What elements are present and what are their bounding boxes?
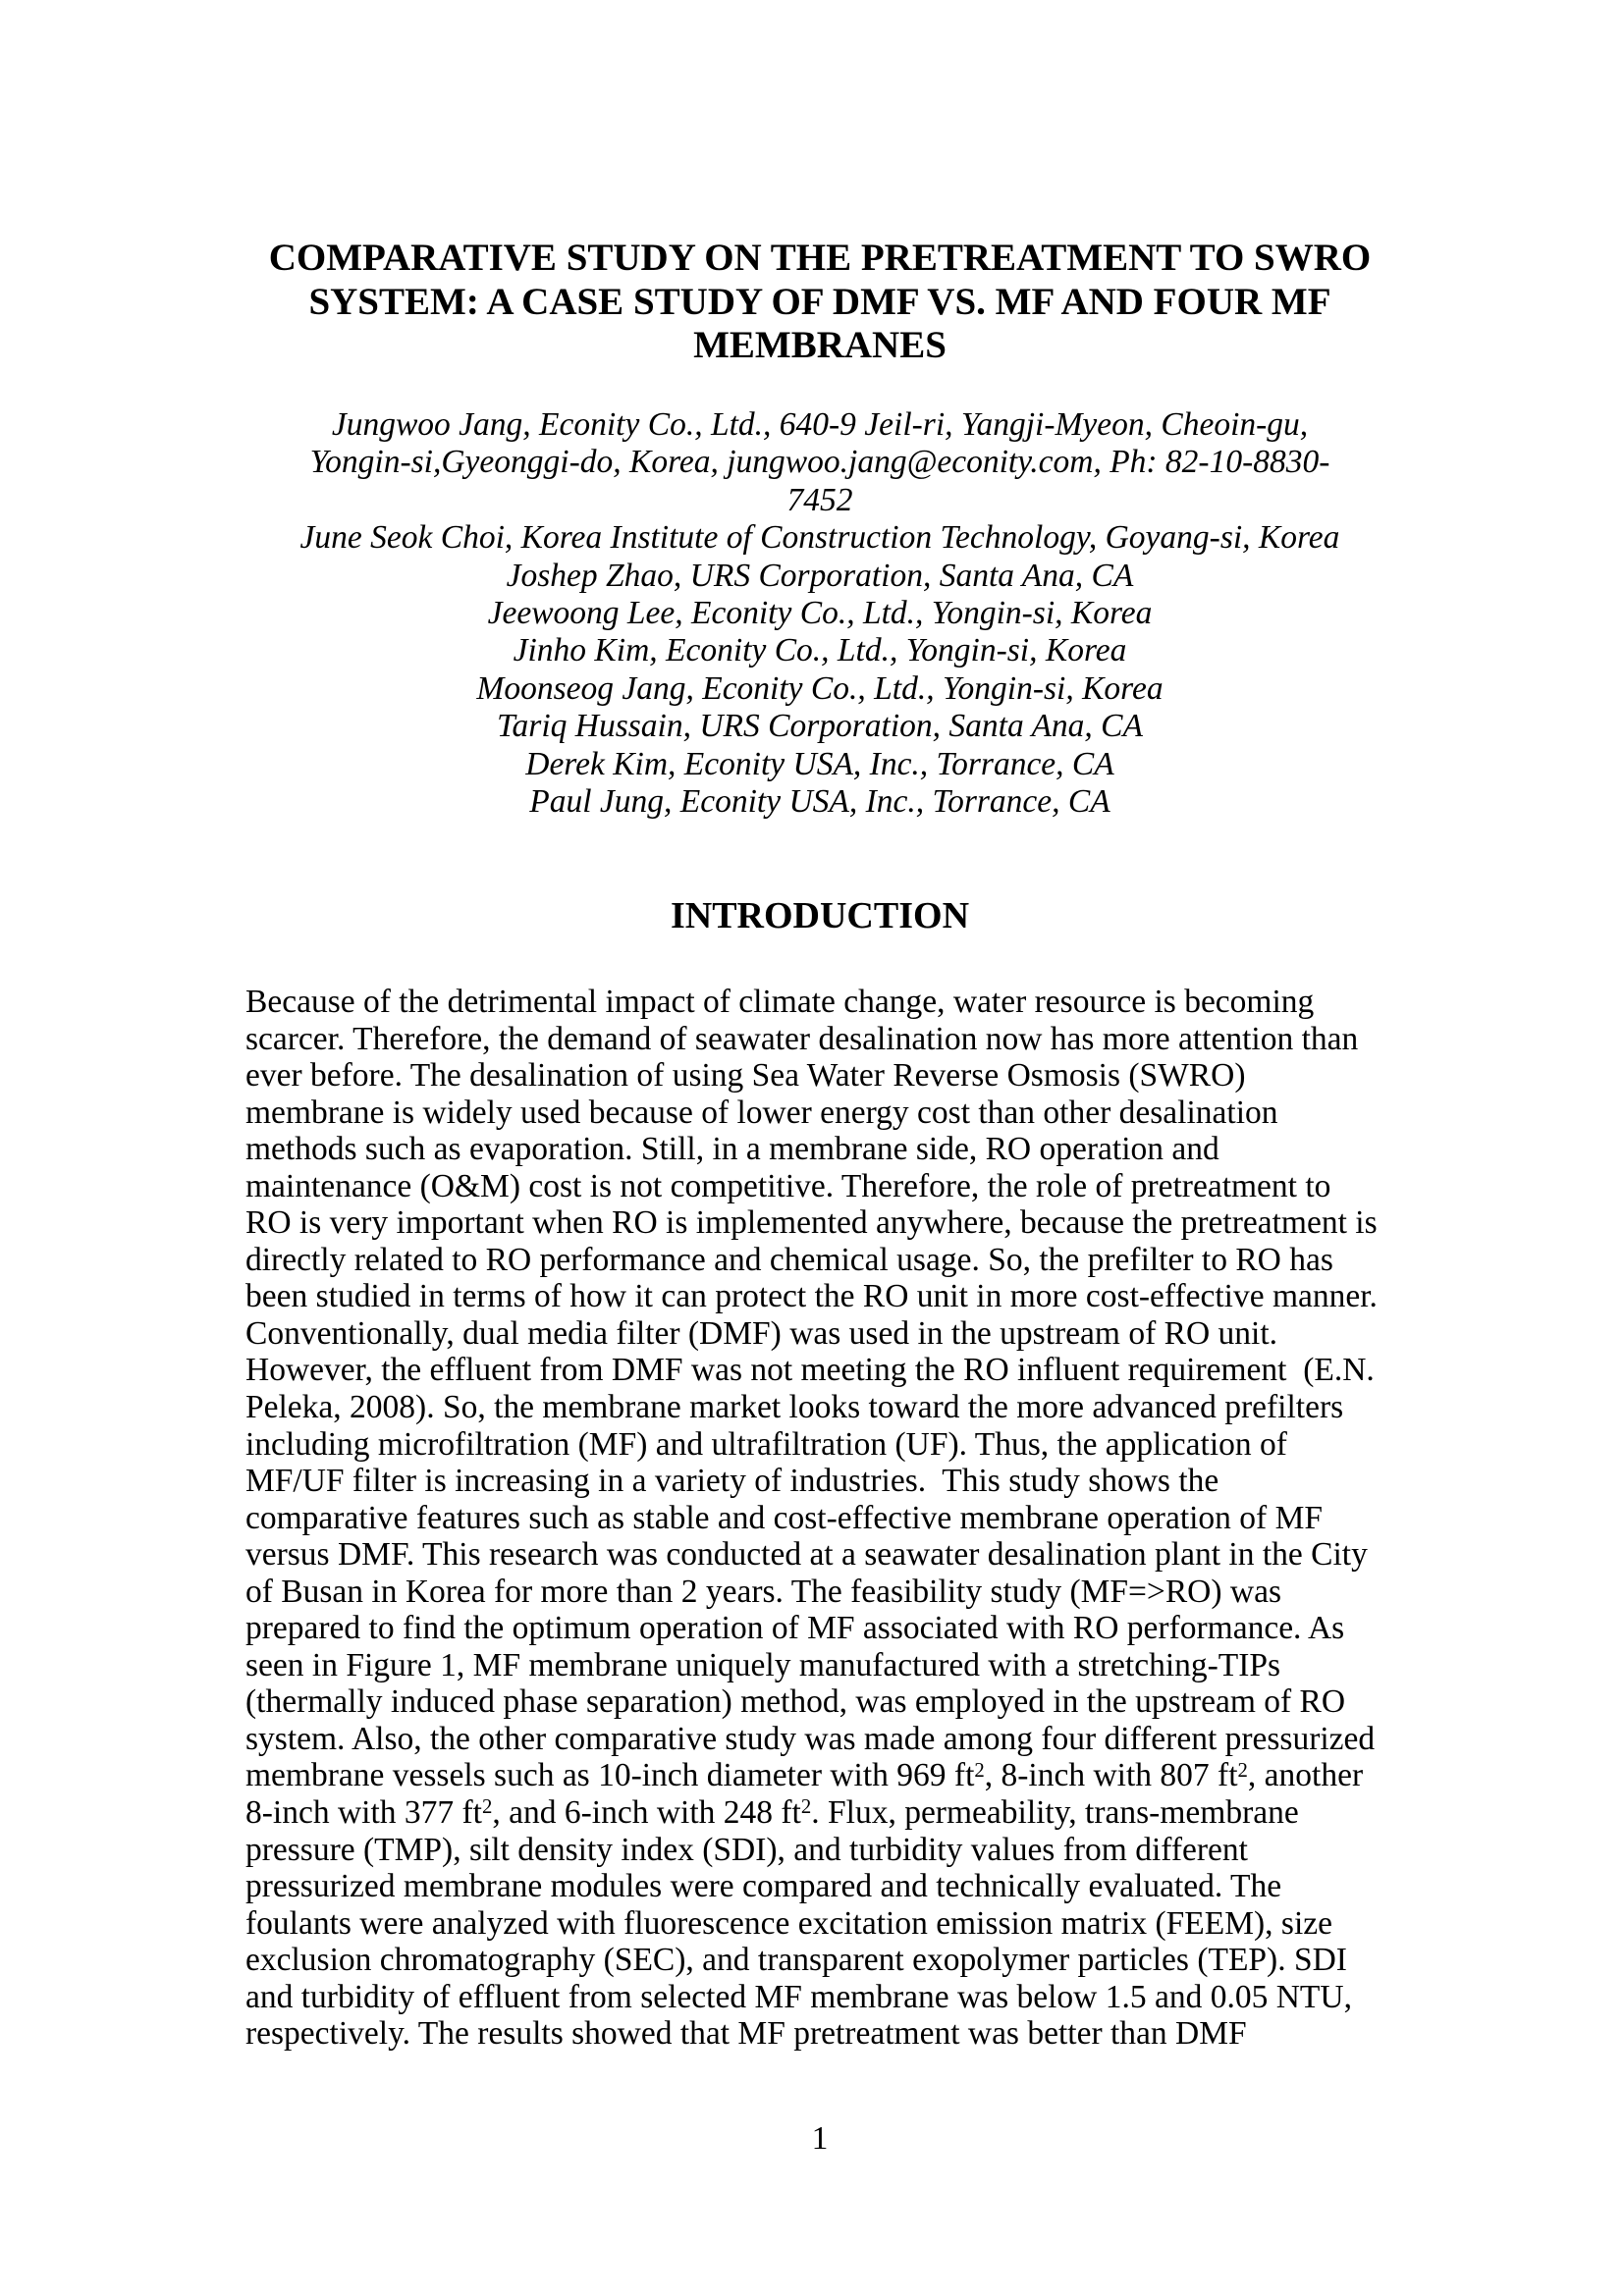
paragraph-line: prepared to find the optimum operation of MF associated with RO performance. As [245, 1610, 1345, 1647]
paragraph-line: pressurized membrane modules were compared and technically evaluated. The [245, 1868, 1282, 1905]
section-heading-introduction: INTRODUCTION [670, 895, 970, 936]
author-line: Jungwoo Jang, Econity Co., Ltd., 640-9 Jeil-ri, Yangji-Myeon, Cheoin-gu, [331, 406, 1309, 443]
paragraph-line: Conventionally, dual media filter (DMF) was used in the upstream of RO unit. [245, 1314, 1278, 1352]
paragraph-line: However, the effluent from DMF was not meeting the RO influent requirement (E.N. [245, 1352, 1375, 1389]
paragraph-line: (thermally induced phase separation) method, was employed in the upstream of RO [245, 1683, 1346, 1721]
paragraph-line: maintenance (O&M) cost is not competitive. Therefore, the role of pretreatment to [245, 1167, 1331, 1204]
superscript: 2 [1237, 1758, 1248, 1782]
paragraph-line: including microfiltration (MF) and ultrafiltration (UF). Thus, the application of [245, 1425, 1287, 1463]
author-line: June Seok Choi, Korea Institute of Construction Technology, Goyang-si, Korea [299, 519, 1340, 557]
author-line: Joshep Zhao, URS Corporation, Santa Ana, CA [506, 557, 1134, 594]
paragraph-line: scarcer. Therefore, the demand of seawater desalination now has more attention than [245, 1020, 1359, 1057]
author-line: Derek Kim, Econity USA, Inc., Torrance, CA [525, 745, 1114, 782]
paper-title [245, 237, 1394, 368]
paragraph-line: ever before. The desalination of using Sea Water Reverse Osmosis (SWRO) [245, 1057, 1246, 1095]
paragraph-line: exclusion chromatography (SEC), and transparent exopolymer particles (TEP). SDI [245, 1942, 1347, 1979]
paragraph-line: MF/UF filter is increasing in a variety of industries. This study shows the [245, 1463, 1219, 1500]
paragraph-line: Because of the detrimental impact of climate change, water resource is becoming [245, 984, 1315, 1020]
paragraph-line: versus DMF. This research was conducted at a seawater desalination plant in the City [245, 1536, 1368, 1574]
author-line: Jinho Kim, Econity Co., Ltd., Yongin-si, Korea [513, 632, 1127, 669]
paragraph-line: pressure (TMP), silt density index (SDI), and turbidity values from different [245, 1831, 1248, 1868]
author-line: Yongin-si,Gyeonggi-do, Korea, jungwoo.jang@econity.com, Ph: 82-10-8830- [309, 444, 1330, 481]
paragraph-line: seen in Figure 1, MF membrane uniquely manufactured with a stretching-TIPs [245, 1646, 1281, 1683]
paragraph-line: directly related to RO performance and chemical usage. So, the prefilter to RO has [245, 1241, 1333, 1278]
paragraph-line: membrane vessels such as 10-inch diameter with 969 $ft^2$, 8-inch with 807 $ft^2$, another [245, 1757, 1364, 1794]
author-line: Jeewoong Lee, Econity Co., Ltd., Yongin-si, Korea [487, 595, 1153, 632]
paragraph-line: methods such as evaporation. Still, in a membrane side, RO operation and [245, 1131, 1219, 1168]
page-number: 1 [811, 2120, 829, 2157]
paragraph-line: 8-inch with 377 $ft^2$, and 6-inch with 248 $ft^2$. Flux, permeability, trans-membrane [245, 1794, 1299, 1832]
author-line: Paul Jung, Econity USA, Inc., Torrance, CA [529, 783, 1110, 821]
author-line: Moonseog Jang, Econity Co., Ltd., Yongin-si, Korea [476, 669, 1164, 707]
paragraph-line: of Busan in Korea for more than 2 years. The feasibility study (MF=>RO) was [245, 1573, 1281, 1610]
paragraph-line: been studied in terms of how it can protect the RO unit in more cost-effective manner. [245, 1278, 1378, 1315]
title-line: MEMBRANES [693, 324, 947, 366]
paragraph-line: and turbidity of effluent from selected MF membrane was below 1.5 and 0.05 NTU, [245, 1978, 1352, 2015]
paragraph-line: Peleka, 2008). So, the membrane market looks toward the more advanced prefilters [245, 1389, 1344, 1426]
author-affiliation-block [245, 406, 1394, 821]
paragraph-line: membrane is widely used because of lower energy cost than other desalination [245, 1094, 1278, 1131]
paragraph-line: respectively. The results showed that MF pretreatment was better than DMF [245, 2015, 1247, 2053]
introduction-paragraph [245, 984, 1394, 2053]
author-line: Tariq Hussain, URS Corporation, Santa Ana, CA [496, 708, 1143, 745]
superscript: 2 [481, 1795, 493, 1819]
paragraph-line: comparative features such as stable and cost-effective membrane operation of MF [245, 1499, 1324, 1536]
paragraph-line: system. Also, the other comparative study was made among four different pressurized [245, 1720, 1376, 1757]
paragraph-line: RO is very important when RO is implemented anywhere, because the pretreatment is [245, 1204, 1378, 1242]
title-line: COMPARATIVE STUDY ON THE PRETREATMENT TO SWRO [268, 237, 1372, 279]
paragraph-line: foulants were analyzed with fluorescence excitation emission matrix (FEEM), size [245, 1904, 1332, 1942]
superscript: 2 [974, 1758, 985, 1782]
author-line: 7452 [786, 481, 853, 518]
title-line: SYSTEM: A CASE STUDY OF DMF VS. MF AND FOUR MF [308, 280, 1331, 323]
superscript: 2 [800, 1795, 812, 1819]
